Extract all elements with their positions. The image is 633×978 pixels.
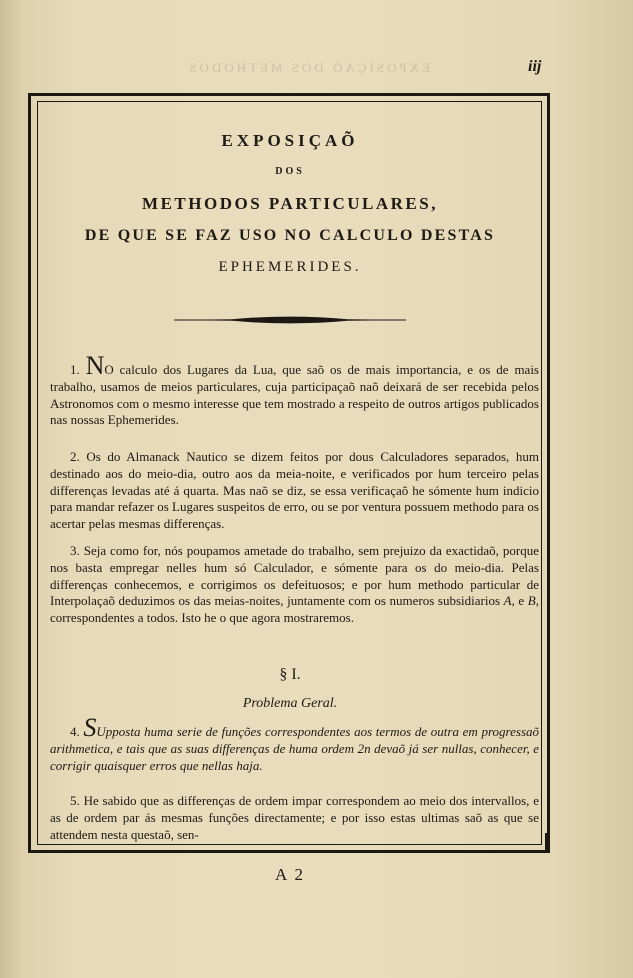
paragraph-text: O calculo dos Lugares da Lua, que saõ os de mais importancia, e os de mais trabalho, usamos de meios particulares, cuja participaçaõ naõ deixará de ser recebida pelos Astronomos com o mesmo interesse que tem mostrado a respeito de outros artigos publicados nas nossas Ephemerides. — [50, 362, 539, 428]
signature-mark: A 2 — [274, 865, 306, 884]
conjunction: , e — [511, 593, 525, 609]
paragraph-1 — [50, 351, 539, 429]
title-line-3: METHODOS PARTICULARES, — [142, 194, 438, 213]
paragraph-4 — [50, 713, 540, 774]
title-line-1: EXPOSIÇAÕ — [221, 131, 359, 150]
drop-cap: S — [83, 713, 97, 742]
page-number: iij — [528, 58, 542, 75]
paragraph-text: 5. He sabido que as differenças de ordem impar correspondem ao meio dos intervallos, e as de ordem par ás mesmas funções directamente; e por isso estas ultimas saõ as que se attendem nesta questaõ, sen- — [50, 793, 539, 842]
paragraph-number: 1. — [70, 362, 80, 377]
paragraph-3 — [50, 543, 539, 627]
paragraph-text: 3. Seja como for, nós poupamos ametade do trabalho, sem prejuizo da exactidaõ, porque nos basta empregar nelles hum só Calculador, e sómente para os do meio-dia. Pelas differenças conhecemos, e corrigimos os defeituosos; e por hum methodo particular de Interpolaçaõ deduzimos os das meias-noites, juntamente com os numeros subsidiarios — [50, 543, 539, 609]
title-line-4: DE QUE SE FAZ USO NO CALCULO DESTAS — [84, 227, 496, 244]
paragraph-text: Upposta huma serie de funções correspondentes aos termos de outra em progressaõ arithmetica, e tais que as suas differenças de huma ordem 2n devaõ já ser nullas, conhecer, e corrigir quaisquer erros que nellas haja. — [50, 724, 540, 773]
ornamental-rule — [172, 313, 408, 327]
paragraph-5 — [50, 793, 539, 843]
title-line-5: EPHEMERIDES. — [218, 259, 362, 275]
paragraph-text: 2. Os do Almanack Nautico se dizem feitos por dous Calculadores separados, hum destinado aos do meio-dia, outro aos da meia-noite, e verificados por hum terceiro pelas differenças levadas até á quarta. Mas naõ se diz, se essa verificaçaõ he sómente hum indicio para mandar refazer os Lugares suspeitos de erro, ou se por ventura possuem methodo para os acertar pelas mesmas differenças. — [50, 449, 539, 532]
title-line-2: DOS — [275, 166, 305, 177]
border-notch — [545, 833, 548, 853]
paragraph-number: 4. — [70, 724, 80, 739]
paragraph-2 — [50, 449, 539, 533]
section-title: § I. — [279, 666, 301, 683]
variable-a: A — [503, 593, 512, 609]
paragraph-text-end: , correspondentes a todos. Isto he o que agora mostraremos. — [50, 593, 539, 626]
section-subtitle: Problema Geral. — [242, 696, 338, 711]
drop-cap: N — [85, 351, 105, 380]
variable-b: B — [527, 593, 536, 609]
bleed-through-text: EXPOSIÇAÕ DOS METHODOS — [186, 60, 430, 75]
